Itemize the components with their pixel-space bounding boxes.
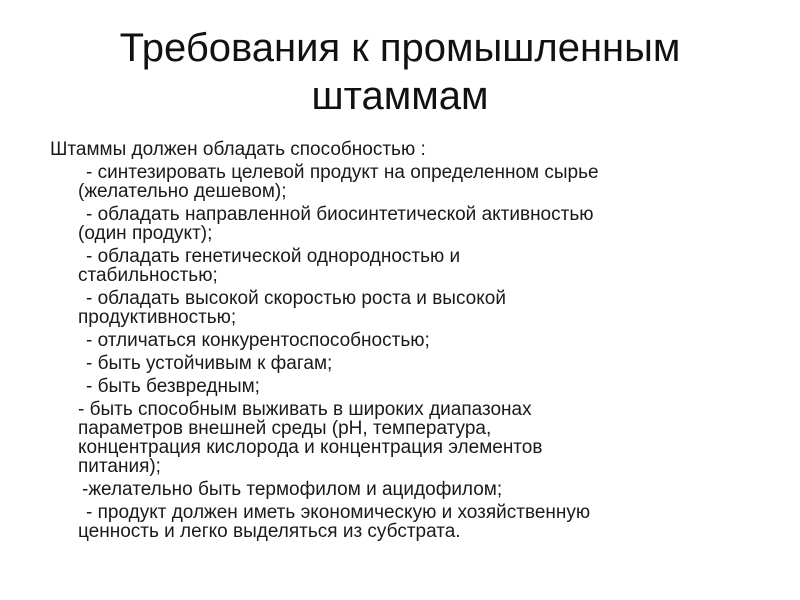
slide-title-line: Требования к промышленным: [119, 26, 681, 70]
list-item: [50, 163, 770, 201]
list-item: [50, 247, 770, 285]
list-item: [50, 354, 770, 373]
slide-title-line: штаммам: [311, 74, 489, 118]
list-item: [50, 289, 770, 327]
list-item-text: - синтезировать целевой продукт на определенном сырье: [86, 162, 599, 183]
slide-body: [50, 140, 770, 545]
list-item: [50, 377, 770, 396]
slide-title: [60, 24, 740, 120]
list-item: [50, 331, 770, 350]
list-item-text: - продукт должен иметь экономическую и хозяйственную: [86, 502, 591, 523]
list-item-text: - быть безвредным;: [86, 376, 260, 397]
intro-text: Штаммы должен обладать способностью :: [50, 139, 426, 160]
list-item: [50, 205, 770, 243]
list-item-text: - обладать высокой скоростью роста и высокой: [86, 288, 506, 309]
list-item-text: - быть способным выживать в широких диапазонах: [78, 399, 532, 420]
list-item-text: (один продукт);: [78, 223, 213, 244]
list-item: [50, 480, 770, 499]
list-item-text: (желательно дешевом);: [78, 181, 287, 202]
list-item-text: ценность и легко выделяться из субстрата.: [78, 521, 461, 542]
list-item: [50, 400, 770, 476]
list-item-text: питания);: [78, 456, 161, 477]
list-item-text: - быть устойчивым к фагам;: [86, 353, 333, 374]
list-item-text: - отличаться конкурентоспособностью;: [86, 330, 430, 351]
list-item-text: концентрация кислорода и концентрация элементов: [78, 437, 543, 458]
requirements-list: [50, 163, 770, 541]
list-item-text: - обладать направленной биосинтетической активностью: [86, 204, 594, 225]
list-item-text: - обладать генетической однородностью и: [86, 246, 461, 267]
list-item-text: стабильностью;: [78, 265, 218, 286]
list-item-text: параметров внешней среды (pH, температура,: [78, 418, 492, 439]
list-item: [50, 503, 770, 541]
list-item-text: -желательно быть термофилом и ацидофилом;: [82, 479, 503, 500]
list-item-text: продуктивностью;: [78, 307, 237, 328]
